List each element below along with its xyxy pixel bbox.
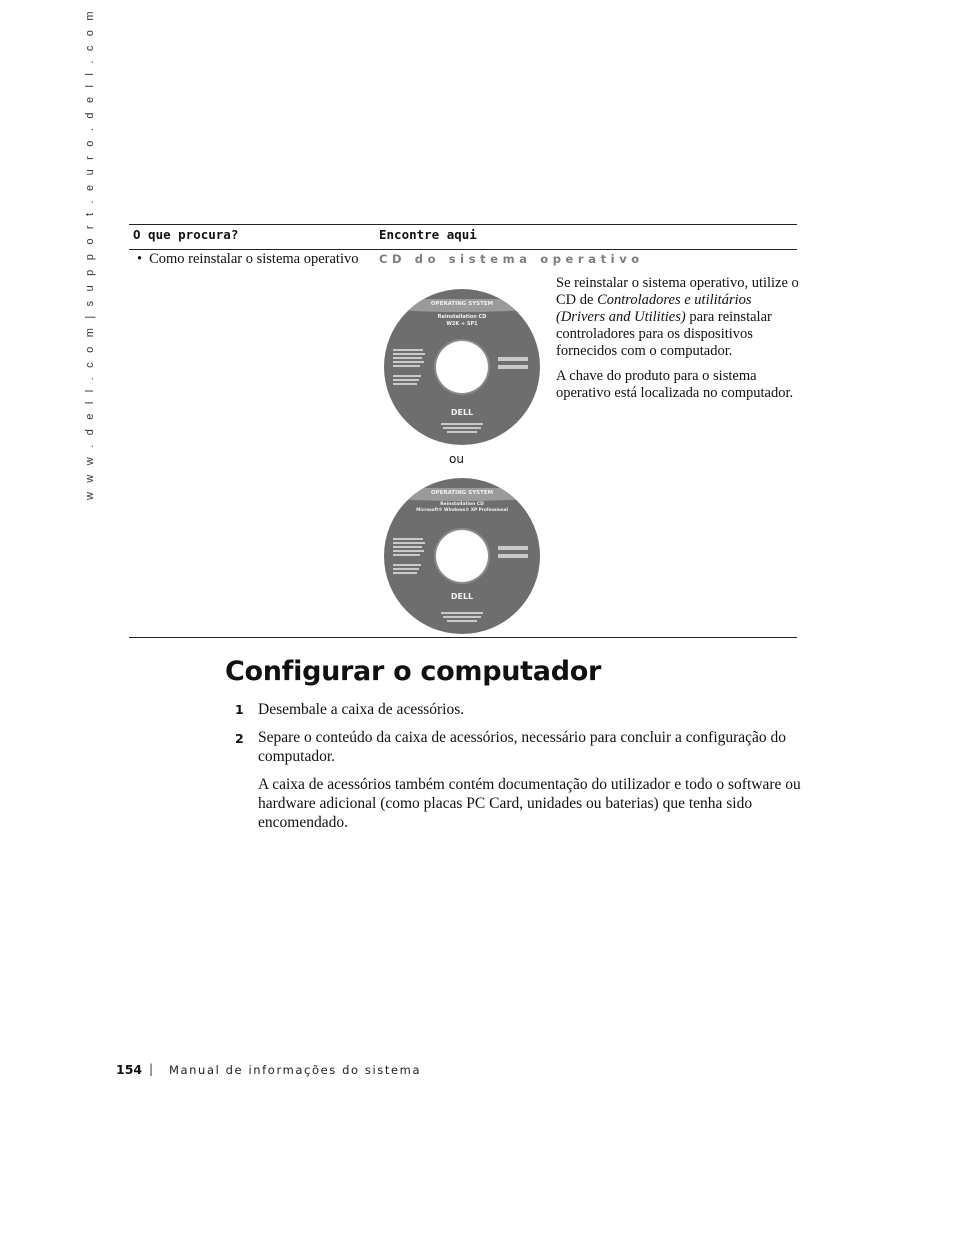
cd-title: OPERATING SYSTEM — [430, 301, 494, 307]
step-text: Separe o conteúdo da caixa de acessórios, necessário para concluir a configuração do computador. — [258, 729, 787, 765]
footer-separator: | — [149, 1062, 154, 1076]
dell-logo: DELL — [450, 592, 474, 601]
description-product-key: A chave do produto para o sistema operativo está localizada no computador. — [556, 368, 794, 401]
step-paragraph: A caixa de acessórios também contém documentação do utilizador e todo o software ou hardware adicional (como placas PC Card, unidades ou baterias) que tenha sido encomendado. — [258, 776, 801, 831]
cd-line1: Reinstallation CD — [440, 502, 484, 507]
step-text: Desembale a caixa de acessórios. — [258, 701, 465, 718]
section-title: Configurar o computador — [225, 656, 601, 687]
step-number: 1 — [235, 702, 244, 717]
cd-line2: W2K + SP1 — [446, 321, 478, 327]
cd-title: OPERATING SYSTEM — [430, 490, 494, 496]
dell-logo: DELL — [450, 408, 474, 417]
list-item-text: Como reinstalar o sistema operativo — [149, 251, 359, 267]
description-text: Se reinstalar o sistema operativo, utilize o CD de — [556, 275, 799, 308]
col-header-where: Encontre aqui — [379, 227, 477, 242]
col-header-what: O que procura? — [133, 227, 239, 242]
cd-image-w2k — [383, 285, 541, 447]
cd-heading: CD do sistema operativo — [379, 252, 644, 266]
table-header-rule — [129, 249, 797, 250]
or-label: ou — [449, 452, 464, 466]
description-italic: Controladores e utilitários (Drivers and Utilities) — [556, 292, 752, 325]
footer-title: Manual de informações do sistema — [169, 1063, 422, 1077]
description-text-end: para reinstalar controladores para os dispositivos fornecidos com o computador. — [556, 309, 772, 359]
list-item — [137, 251, 358, 268]
step-number: 2 — [235, 731, 244, 746]
page-number: 154 — [116, 1062, 143, 1077]
side-url: w w w . d e l l . c o m | s u p p o r t . e u r o . d e l l . c o m — [84, 8, 96, 500]
table-top-rule — [129, 224, 797, 225]
table-bottom-rule — [129, 637, 797, 638]
cd-line1: Reinstallation CD — [437, 314, 487, 320]
description-drivers — [556, 275, 801, 360]
bullet-icon: • — [137, 251, 143, 267]
cd-line2: Microsoft® Windows® XP Professional — [416, 507, 508, 512]
cd-image-xp — [383, 474, 541, 636]
